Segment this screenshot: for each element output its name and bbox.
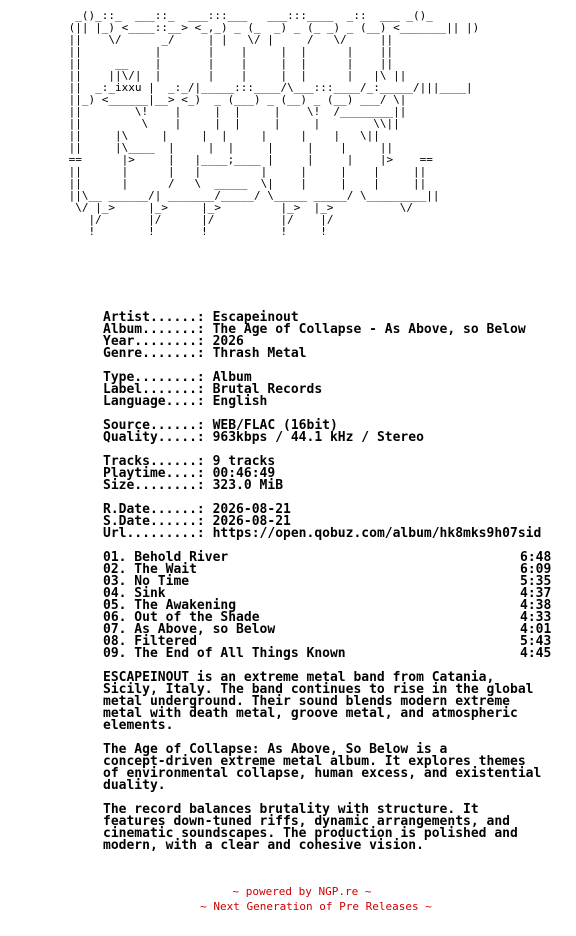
playtime-value: 00:46:49 <box>212 466 276 481</box>
size-row <box>103 480 541 492</box>
release-info <box>103 310 552 853</box>
type-label: Type........: <box>103 370 205 385</box>
sdate-label: S.Date......: <box>103 514 205 529</box>
tracklist <box>103 550 552 661</box>
track-title: 05. The Awakening <box>103 598 237 613</box>
artist-value: Escapeinout <box>212 310 299 325</box>
description-line: Sicily, Italy. The band continues to rise in the global <box>103 682 534 697</box>
banner-art-line: || \/ _/ | | \/ | / \/ || <box>62 33 394 46</box>
year-label: Year........: <box>103 334 205 349</box>
ascii-banner-art <box>62 10 479 238</box>
banner-art-line: || \ | | | | | \\|| <box>62 117 400 130</box>
description-paragraph-3 <box>103 804 541 852</box>
track-title: 08. Filtered <box>103 634 197 649</box>
track-duration: 6:48 <box>520 550 552 565</box>
banner-art-line: ||\__ ______/| _______/_____/ \_____ _____/ \_________|| <box>62 189 440 202</box>
footer-tagline: ~ Next Generation of Pre Releases ~ <box>200 900 432 913</box>
year-value: 2026 <box>212 334 244 349</box>
track-duration: 4:37 <box>520 586 552 601</box>
banner-art-line: |/ |/ |/ |/ |/ <box>62 213 334 226</box>
label-value: Brutal Records <box>212 382 323 397</box>
banner-art-line: ! ! ! ! ! <box>62 225 327 238</box>
sdate-value: 2026-08-21 <box>212 514 291 529</box>
description-line: The record balances brutality with structure. It <box>103 802 479 817</box>
artist-label: Artist......: <box>103 310 205 325</box>
track-title: 01. Behold River <box>103 550 229 565</box>
banner-art-line: || |\ | | | | | | \|| <box>62 129 380 142</box>
banner-art-line: || _:_ixxu | _:_/|_____:::____/\___:::____/_:_____/|||____| <box>62 81 473 94</box>
track-title: 06. Out of the Shade <box>103 610 260 625</box>
description-line: The Age of Collapse: As Above, So Below is a <box>103 742 448 757</box>
description-line: metal underground. Their sound blends modern extreme <box>103 694 510 709</box>
description-line: metal with death metal, groove metal, and atmospheric <box>103 706 518 721</box>
track-duration: 4:33 <box>520 610 552 625</box>
description-line: ESCAPEINOUT is an extreme metal band from Catania, <box>103 670 495 685</box>
track-duration: 4:01 <box>520 622 552 637</box>
rdate-label: R.Date......: <box>103 502 205 517</box>
track-title: 04. Sink <box>103 586 166 601</box>
genre-value: Thrash Metal <box>212 346 307 361</box>
quality-label: Quality.....: <box>103 430 205 445</box>
description-line: of environmental collapse, human excess, and existential <box>103 766 542 781</box>
banner-art-line: || ||\/| | | | | | | |\ || <box>62 69 407 82</box>
banner-art-line: || | | | | | | | || <box>62 165 427 178</box>
description-line: duality. <box>103 778 166 793</box>
genre-label: Genre.......: <box>103 346 205 361</box>
track-duration: 5:35 <box>520 574 552 589</box>
banner-art-line: _()_::_ ___::_ ___:::___ ___:::____ _:: ___ _()_ <box>62 9 433 22</box>
album-label: Album.......: <box>103 322 205 337</box>
language-label: Language....: <box>103 394 205 409</box>
track-row <box>103 574 552 589</box>
size-value: 323.0 MiB <box>212 478 284 493</box>
banner-art-line: ||_) <______|__> <_) _ (___) _ (__) _ (__) ___/ \| <box>62 93 407 106</box>
track-duration: 4:45 <box>520 646 552 661</box>
quality-value: 963kbps / 44.1 kHz / Stereo <box>212 430 424 445</box>
banner-art-line: || \! | | | | \! /________|| <box>62 105 407 118</box>
banner-art-line: || | / \ _____ \| | | | || <box>62 177 427 190</box>
album-value: The Age of Collapse - As Above, so Below <box>212 322 526 337</box>
track-duration: 5:43 <box>520 634 552 649</box>
language-row <box>103 396 541 408</box>
source-value: WEB/FLAC (16bit) <box>212 418 338 433</box>
description-line: elements. <box>103 718 174 733</box>
track-title: 09. The End of All Things Known <box>103 646 346 661</box>
banner-art-line: || __ | | | | | | || <box>62 57 394 70</box>
url-row <box>103 528 541 540</box>
url-value[interactable]: https://open.qobuz.com/album/hk8mks9h07sid <box>212 526 542 541</box>
footer-powered-by[interactable]: ~ powered by NGP.re ~ <box>232 885 372 898</box>
track-title: 03. No Time <box>103 574 190 589</box>
tracks-label: Tracks......: <box>103 454 205 469</box>
playtime-label: Playtime....: <box>103 466 205 481</box>
track-row <box>103 646 552 661</box>
language-value: English <box>212 394 268 409</box>
quality-row <box>103 432 541 444</box>
source-label: Source......: <box>103 418 205 433</box>
tracks-value: 9 tracks <box>212 454 276 469</box>
banner-art-line: || | | | | | | || <box>62 45 394 58</box>
track-title: 02. The Wait <box>103 562 197 577</box>
track-duration: 4:38 <box>520 598 552 613</box>
banner-art-line: (|| |_) <____::__> <_,_) _ (_ _) _ (_ _) _ (__) <_______|| |) <box>62 21 480 34</box>
banner-art-line: == |> | |____;____ | | | |> == <box>62 153 433 166</box>
description-line: concept-driven extreme metal album. It explores themes <box>103 754 526 769</box>
size-label: Size........: <box>103 478 205 493</box>
track-title: 07. As Above, so Below <box>103 622 276 637</box>
description-paragraph-2 <box>103 744 541 792</box>
genre-row <box>103 348 541 360</box>
description-line: features down-tuned riffs, dynamic arrangements, and <box>103 814 510 829</box>
type-value: Album <box>212 370 252 385</box>
banner-art-line: || |\____ | | | | | | || <box>62 141 394 154</box>
description-line: modern, with a clear and cohesive vision. <box>103 838 424 853</box>
banner-art-line: \/ |_> |_> |_> |_> |_> \/ <box>62 201 413 214</box>
label-label: Label.......: <box>103 382 205 397</box>
description-line: cinematic soundscapes. The production is polished and <box>103 826 518 841</box>
rdate-value: 2026-08-21 <box>212 502 291 517</box>
description-paragraph-1 <box>103 672 541 732</box>
url-label: Url.........: <box>103 526 205 541</box>
track-duration: 6:09 <box>520 562 552 577</box>
